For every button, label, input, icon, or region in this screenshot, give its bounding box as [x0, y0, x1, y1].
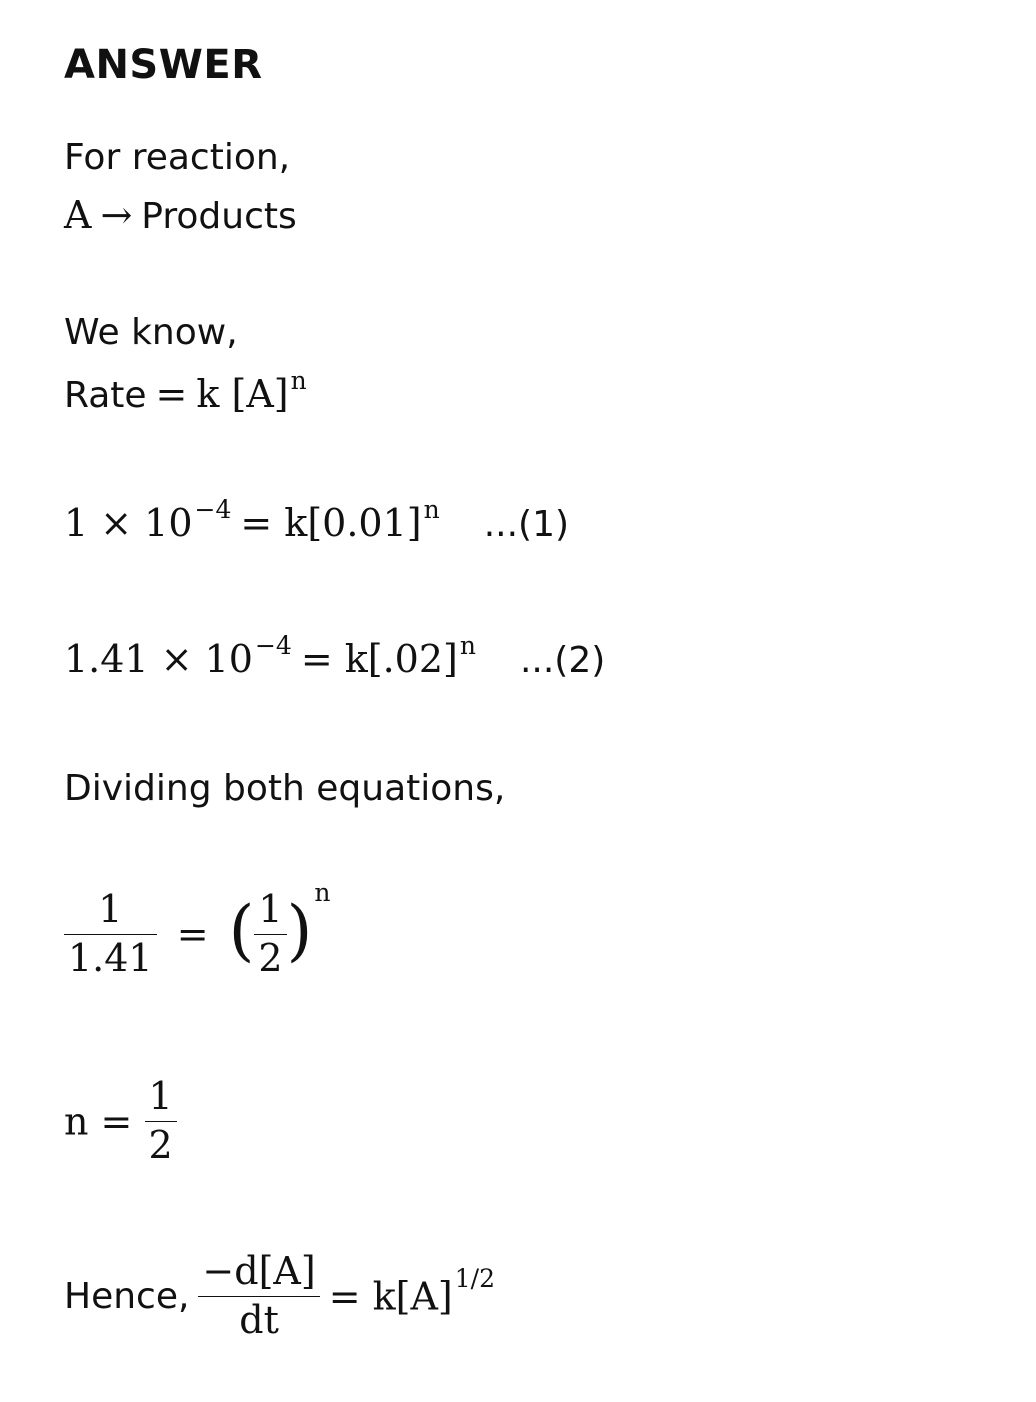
derivative-denominator: dt — [239, 1298, 279, 1343]
rate-equals: = — [155, 372, 188, 416]
conclusion-equation — [64, 1250, 495, 1343]
eq1-lhs: 1 × 10 — [64, 501, 193, 545]
ratio-right-fraction — [254, 888, 286, 981]
ratio-left-denominator: 1.41 — [68, 936, 153, 981]
ratio-equals: = — [176, 912, 209, 957]
ratio-left-fraction — [64, 888, 157, 981]
eq1-tag: ...(1) — [483, 504, 570, 545]
conclusion-exponent: 1/2 — [454, 1263, 495, 1293]
eq2-tag: ...(2) — [519, 640, 606, 681]
answer-heading: ANSWER — [64, 42, 263, 88]
we-know-text: We know, — [64, 312, 238, 353]
eq2-rhs-exponent: n — [459, 631, 476, 660]
rate-exponent: n — [290, 366, 307, 395]
reaction-line — [64, 193, 297, 237]
intro-text: For reaction, — [64, 137, 291, 178]
fraction-bar — [254, 934, 286, 936]
eq1-lhs-exponent: −4 — [194, 495, 232, 524]
arrow-icon: → — [100, 193, 133, 237]
eq2-lhs: 1.41 × 10 — [64, 637, 253, 681]
ratio-left-numerator: 1 — [98, 887, 123, 931]
rate-rhs: k [A] — [196, 372, 289, 416]
eq1-rhs: = k[0.01] — [240, 501, 422, 545]
fraction-bar — [198, 1296, 319, 1298]
equation-1 — [64, 495, 570, 545]
eq2-rhs: = k[.02] — [300, 637, 458, 681]
conclusion-rhs: = k[A] — [328, 1274, 453, 1319]
ratio-equation — [64, 877, 331, 981]
fraction-bar — [145, 1121, 177, 1123]
dividing-text: Dividing both equations, — [64, 768, 506, 809]
derivative-numerator: −d[A] — [202, 1249, 316, 1293]
close-paren: ) — [286, 891, 313, 969]
fraction-bar — [64, 934, 157, 936]
ratio-right-numerator: 1 — [258, 887, 283, 931]
order-equation — [64, 1075, 177, 1168]
rate-label: Rate — [64, 375, 147, 416]
eq1-rhs-exponent: n — [423, 495, 440, 524]
order-lhs: n = — [64, 1099, 133, 1144]
order-numerator: 1 — [148, 1074, 173, 1118]
open-paren: ( — [228, 891, 255, 969]
order-denominator: 2 — [148, 1123, 173, 1168]
ratio-exponent: n — [314, 877, 331, 907]
hence-label: Hence, — [64, 1275, 190, 1317]
ratio-right-denominator: 2 — [258, 936, 283, 981]
equation-2 — [64, 631, 606, 681]
order-fraction — [145, 1075, 177, 1168]
reactant-symbol: A — [64, 193, 92, 237]
rate-law-equation — [64, 366, 307, 416]
products-label: Products — [141, 196, 297, 237]
rate-derivative-fraction — [198, 1250, 319, 1343]
eq2-lhs-exponent: −4 — [254, 631, 292, 660]
